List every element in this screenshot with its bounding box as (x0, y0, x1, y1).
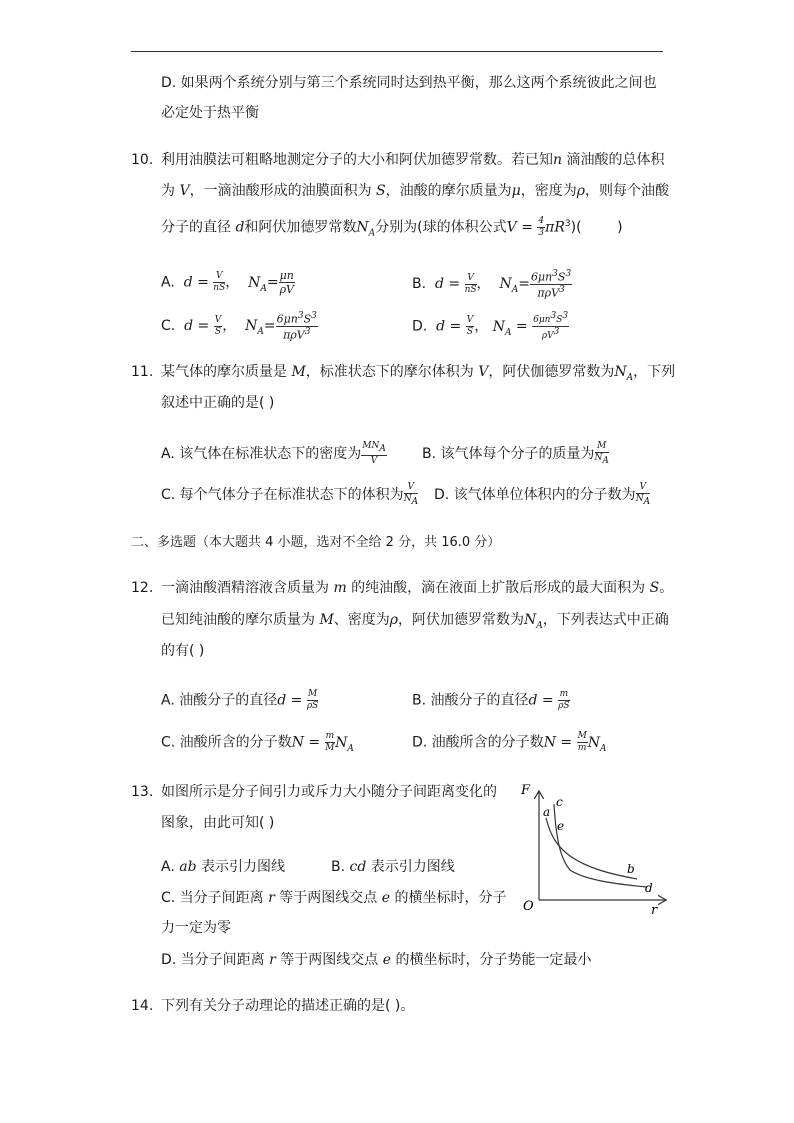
q10-stem-line3: 分子的直径 d和阿伏加德罗常数$N_A$分别为(球的体积公式V = $\frac{4}{3}$ $\pi R^3$)( ) (161, 216, 623, 239)
question-number: 10. (131, 152, 154, 168)
q13-stem-line2: 图象，由此可知( ) (161, 815, 275, 831)
question-number: 11. (131, 364, 154, 380)
q11-option-b[interactable]: B. 该气体每个分子的质量为 $\frac{M}{N_A}$ (422, 441, 609, 466)
label-r: r (651, 903, 658, 918)
section-heading: 二、多选题（本大题共 4 小题，选对不全给 2 分，共 16.0 分） (131, 535, 501, 550)
label-e: e (557, 819, 565, 833)
q12-option-a[interactable]: A. 油酸分子的直径d = $\frac{M}{\rho S}$ (161, 689, 319, 711)
q12-stem-line1: 一滴油酸酒精溶液含质量为 m 的纯油酸，滴在液面上扩散后形成的最大面积为 S。 (161, 580, 674, 596)
q10-option-c[interactable]: C. d = $\frac{V}{S}$ ， $N_A=$ $\frac{6\mu n^3S^3}{\pi\rho V^3}$ (161, 311, 317, 342)
q12-option-c[interactable]: C. 油酸所含的分子数N = $\frac{m}{M}$ $N_A$ (161, 731, 354, 754)
force-distance-graph (515, 778, 675, 918)
q13-option-c-line2: 力一定为零 (161, 920, 231, 936)
q11-stem-line2: 叙述中正确的是( ) (161, 395, 275, 411)
label-f: F (521, 783, 531, 798)
label-c: c (556, 795, 563, 809)
q13-stem-line1: 如图所示是分子间引力或斥力大小随分子间距离变化的 (161, 784, 497, 800)
label-o: O (523, 899, 534, 914)
q12-stem-line2: 已知纯油酸的摩尔质量为 M、密度为ρ，阿伏加德罗常数为$N_A$，下列表达式中正确 (161, 612, 669, 631)
q13-option-c-line1[interactable]: C. 当分子间距离 r 等于两图线交点 e 的横坐标时，分子 (161, 890, 507, 906)
q11-option-d[interactable]: D. 该气体单位体积内的分子数为 $\frac{V}{N_A}$ (434, 482, 651, 507)
header-rule (131, 51, 663, 52)
q10-option-d[interactable]: D. d = $\frac{V}{S}$ ， $N_A$ = $\frac{6\mu n^3S^3}{\rho V^3}$ (412, 311, 569, 341)
q13-option-a[interactable]: A. ab 表示引力图线 (161, 859, 285, 875)
q10-stem-line1: 利用油膜法可粗略地测定分子的大小和阿伏加德罗常数。若已知n 滴油酸的总体积 (161, 152, 665, 168)
q11-option-c[interactable]: C. 每个气体分子在标准状态下的体积为 $\frac{V}{N_A}$ (161, 482, 419, 507)
label-d: d (645, 881, 653, 895)
q12-option-b[interactable]: B. 油酸分子的直径d = $\frac{m}{\rho S}$ (412, 689, 570, 711)
q12-stem-line3: 的有( ) (161, 643, 205, 659)
question-number: 12. (131, 580, 154, 596)
q9-option-d-line2: 必定处于热平衡 (161, 105, 259, 121)
q11-stem-line1: 某气体的摩尔质量是 M，标准状态下的摩尔体积为 V，阿伏伽德罗常数为$N_A$，下列 (161, 364, 676, 383)
q9-option-d-line1: D. 如果两个系统分别与第三个系统同时达到热平衡，那么这两个系统彼此之间也 (161, 75, 657, 91)
label-a: a (543, 805, 551, 819)
q10-option-b[interactable]: B. d = $\frac{V}{nS}$ ， $N_A=$ $\frac{6\mu n^3S^3}{\pi\rho V^3}$ (412, 269, 572, 300)
label-b: b (627, 862, 635, 876)
q10-stem-line2: 为 V，一滴油酸形成的油膜面积为 S，油酸的摩尔质量为μ，密度为ρ，则每个油酸 (161, 183, 669, 199)
q11-option-a[interactable]: A. 该气体在标准状态下的密度为 $\frac{MN_A}{V}$ (161, 441, 386, 466)
question-number: 13. (131, 784, 154, 800)
q13-option-b[interactable]: B. cd 表示引力图线 (331, 859, 455, 875)
q12-option-d[interactable]: D. 油酸所含的分子数N = $\frac{M}{m}$ $N_A$ (412, 731, 607, 754)
question-number: 14. (131, 998, 154, 1014)
q14-stem-line1: 下列有关分子动理论的描述正确的是( )。 (161, 998, 415, 1014)
q10-option-a[interactable]: A. d = $\frac{V}{nS}$ ， $N_A=$ $\frac{\mu n}{\rho V}$ (161, 269, 294, 296)
q13-option-d[interactable]: D. 当分子间距离 r 等于两图线交点 e 的横坐标时，分子势能一定最小 (161, 952, 592, 968)
